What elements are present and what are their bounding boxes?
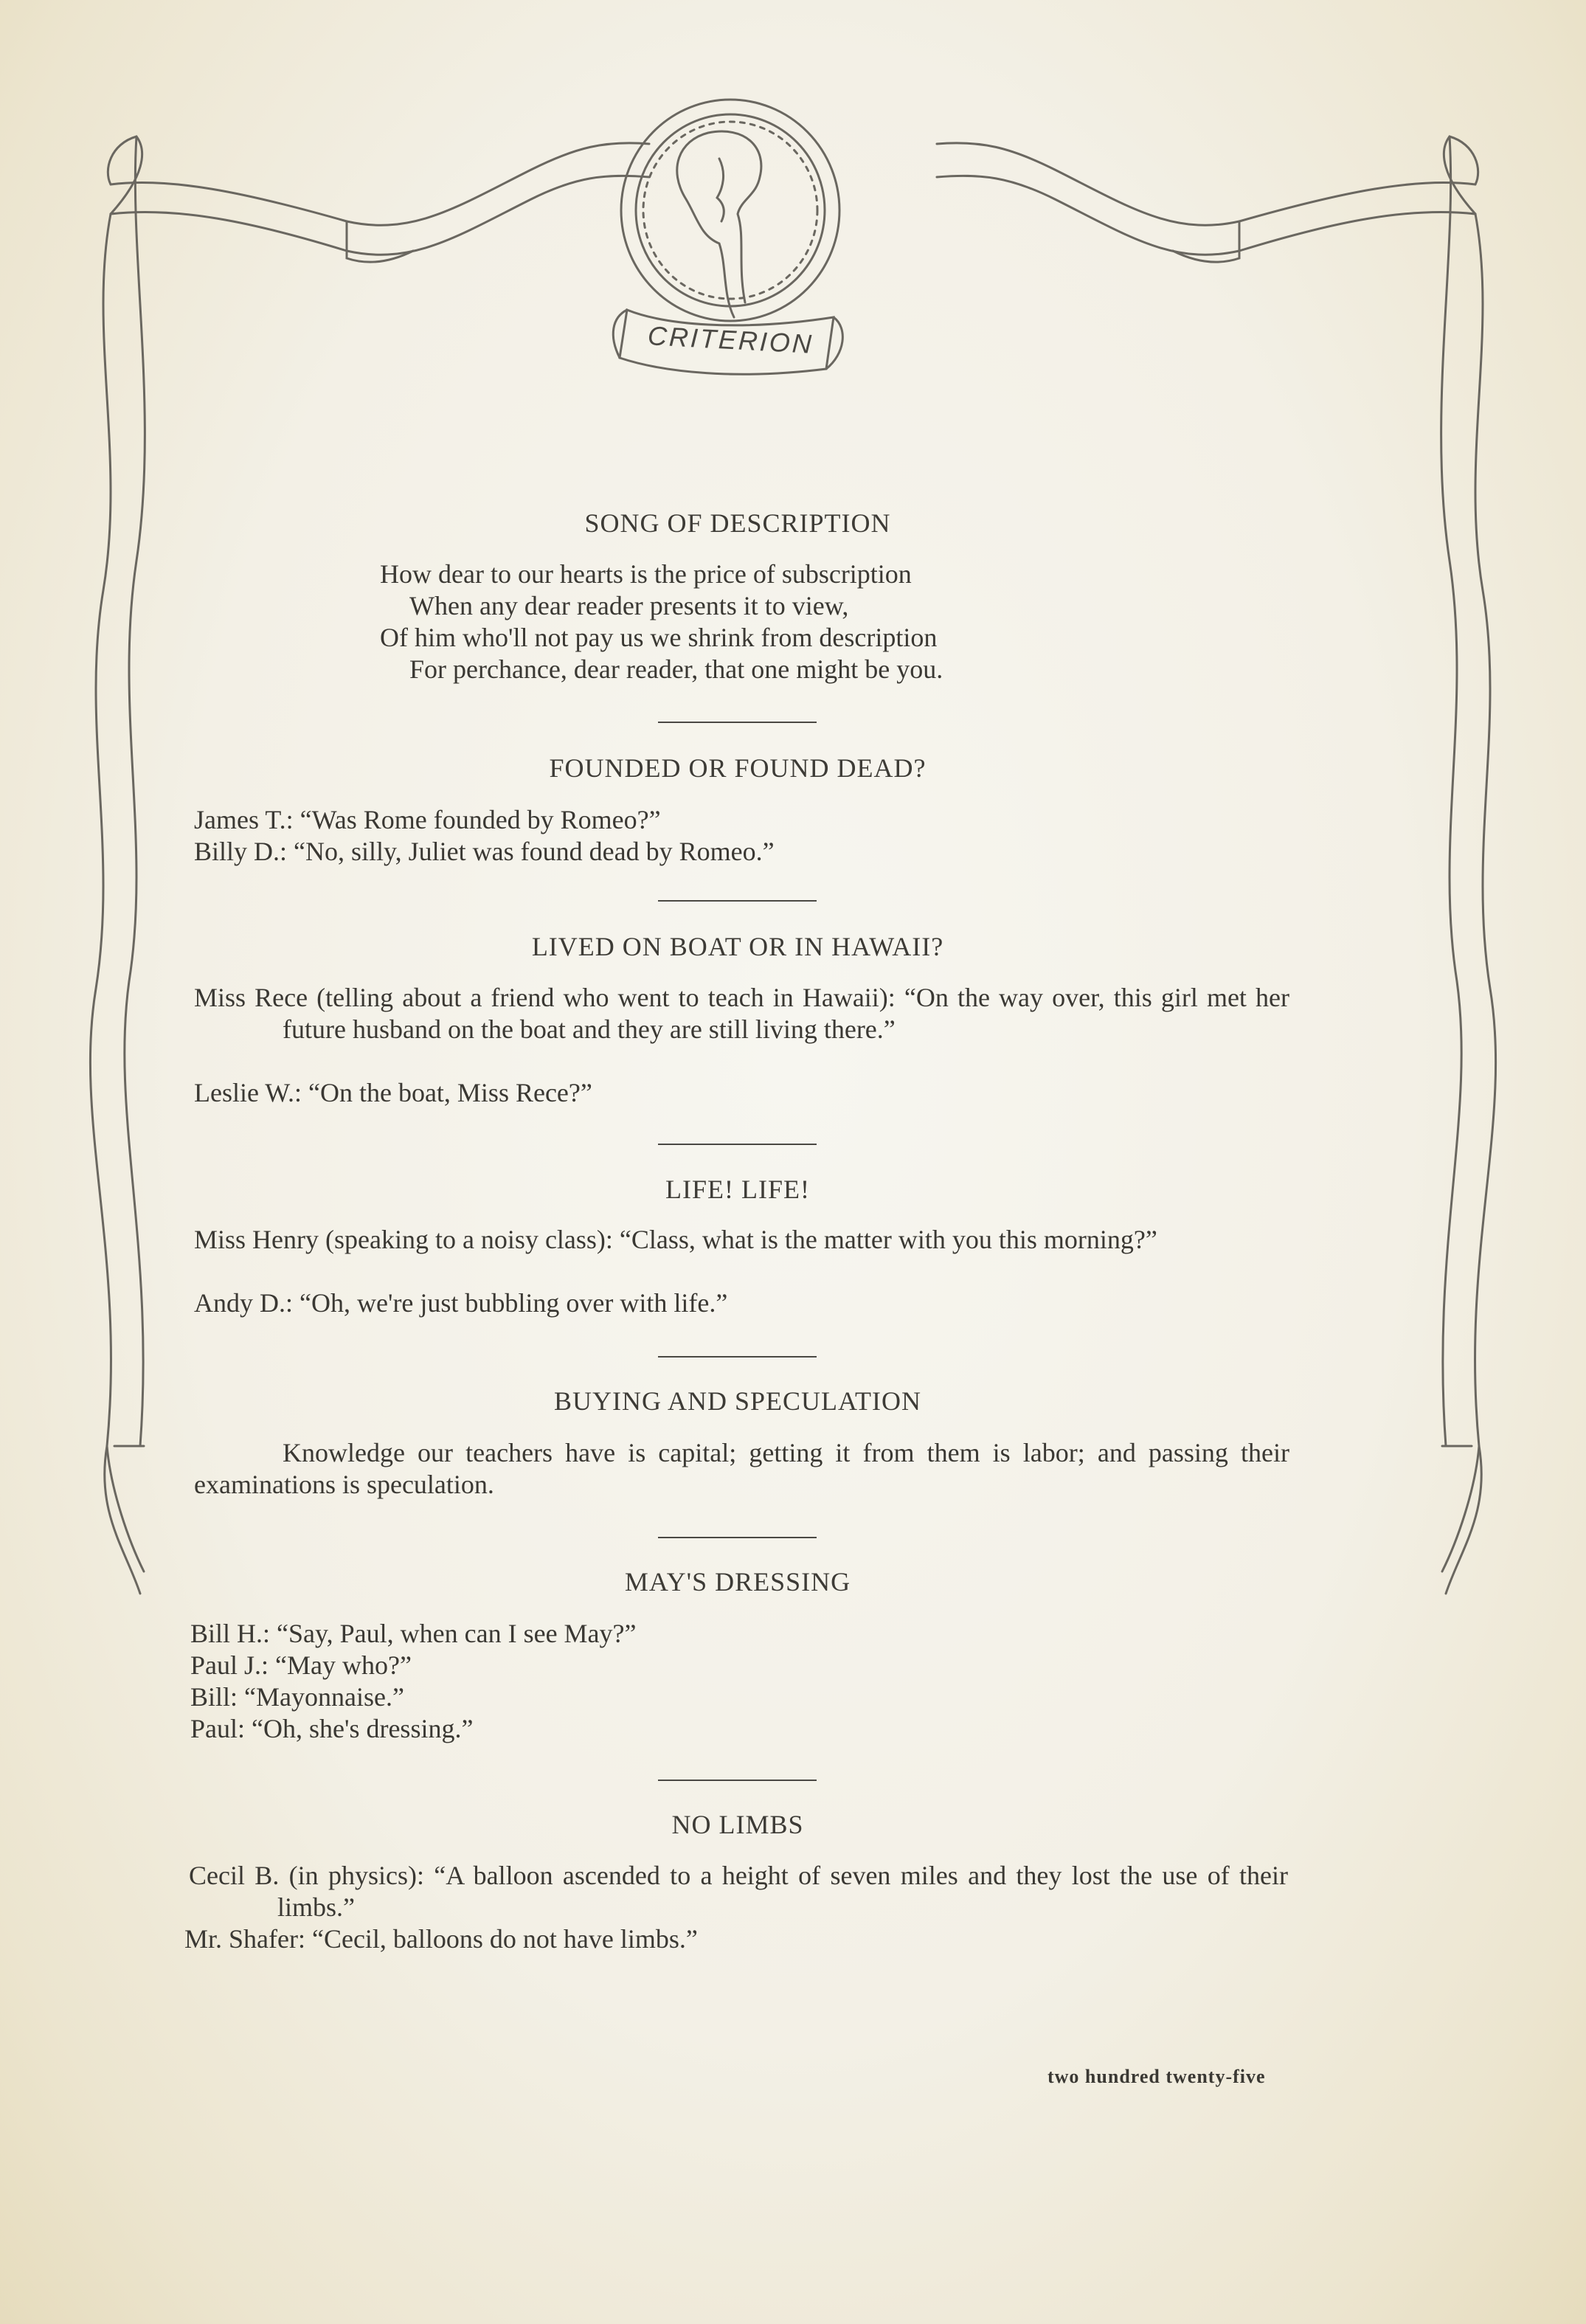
cameo-banner-text: CRITERION bbox=[647, 320, 814, 359]
page-number: two hundred twenty-five bbox=[1047, 2066, 1266, 2087]
dialogue-life-p2: Andy D.: “Oh, we're just bubbling over with life.” bbox=[194, 1288, 728, 1318]
paragraph-buying: Knowledge our teachers have is capital; getting it from them is labor; and passing their examinations is speculation. bbox=[194, 1438, 1289, 1499]
dialogue-hawaii-p1: Miss Rece (telling about a friend who went to teach in Hawaii): “On the way over, this girl met her future husband on the boat and they are still living there.” bbox=[194, 983, 1289, 1044]
section-divider bbox=[658, 900, 817, 902]
poem-line: Of him who'll not pay us we shrink from description bbox=[380, 623, 938, 652]
heading-life-life: LIFE! LIFE! bbox=[665, 1175, 810, 1204]
poem-line: How dear to our hearts is the price of subscription bbox=[380, 559, 912, 589]
section-divider bbox=[658, 722, 817, 723]
dialogue-line: Bill H.: “Say, Paul, when can I see May?” bbox=[190, 1619, 637, 1648]
dialogue-life-p1: Miss Henry (speaking to a noisy class): “Class, what is the matter with you this morning?” bbox=[194, 1225, 1157, 1254]
heading-song-of-description: SONG OF DESCRIPTION bbox=[584, 508, 891, 538]
dialogue-line: James T.: “Was Rome founded by Romeo?” bbox=[194, 805, 661, 834]
section-divider bbox=[658, 1780, 817, 1781]
poem-line: For perchance, dear reader, that one might be you. bbox=[409, 654, 943, 684]
dialogue-limbs-p2: Mr. Shafer: “Cecil, balloons do not have limbs.” bbox=[184, 1924, 698, 1954]
heading-no-limbs: NO LIMBS bbox=[671, 1810, 804, 1839]
section-divider bbox=[658, 1144, 817, 1145]
heading-founded-or-found-dead: FOUNDED OR FOUND DEAD? bbox=[549, 753, 927, 783]
dialogue-line: Paul: “Oh, she's dressing.” bbox=[190, 1714, 474, 1743]
section-divider bbox=[658, 1356, 817, 1358]
poem-line: When any dear reader presents it to view, bbox=[409, 591, 849, 620]
heading-mays-dressing: MAY'S DRESSING bbox=[624, 1567, 851, 1597]
dialogue-line: Paul J.: “May who?” bbox=[190, 1650, 412, 1680]
dialogue-line: Billy D.: “No, silly, Juliet was found dead by Romeo.” bbox=[194, 837, 775, 866]
section-divider bbox=[658, 1537, 817, 1538]
heading-buying-and-speculation: BUYING AND SPECULATION bbox=[553, 1386, 921, 1416]
dialogue-mays bbox=[190, 1618, 1282, 1745]
dialogue-limbs-p1: Cecil B. (in physics): “A balloon ascended to a height of seven miles and they lost the use of their limbs.” bbox=[189, 1861, 1288, 1922]
poem-song-of-description bbox=[380, 558, 1191, 685]
dialogue-founded bbox=[194, 804, 1286, 868]
dialogue-hawaii-p2: Leslie W.: “On the boat, Miss Rece?” bbox=[194, 1078, 592, 1107]
dialogue-line: Bill: “Mayonnaise.” bbox=[190, 1682, 404, 1712]
heading-lived-on-boat: LIVED ON BOAT OR IN HAWAII? bbox=[531, 932, 944, 961]
